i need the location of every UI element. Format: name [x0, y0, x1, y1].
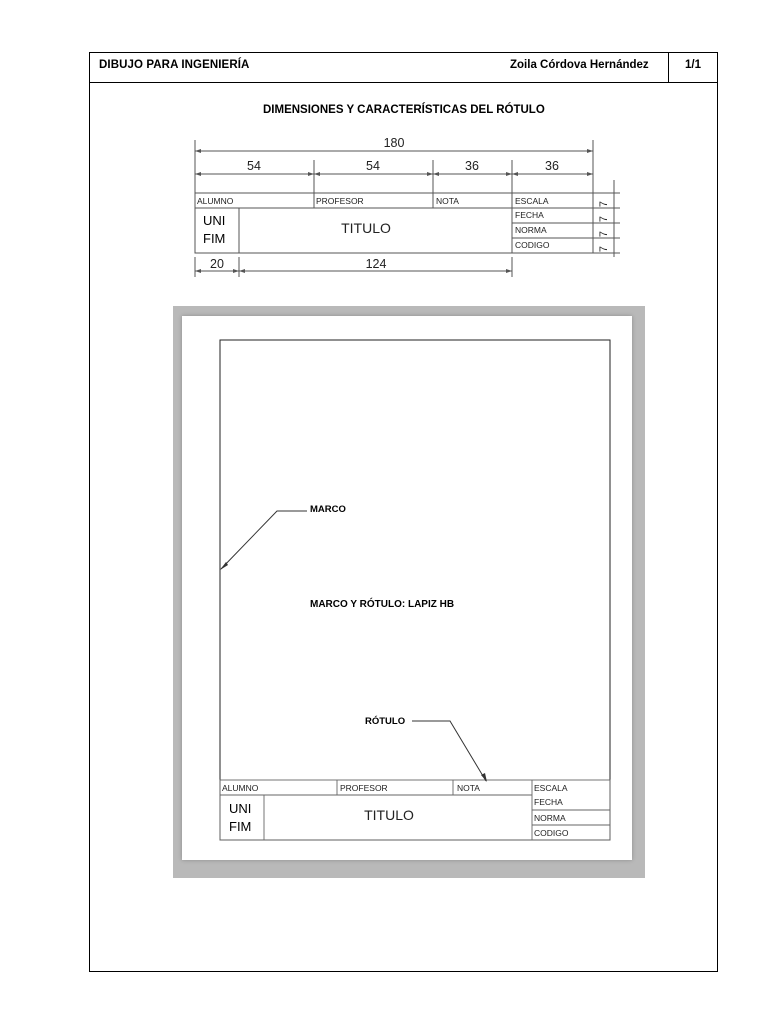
marco-frame	[220, 340, 610, 840]
rotulo-label: RÓTULO	[365, 716, 406, 727]
dim-row-1: 7	[598, 200, 610, 208]
page-number: 1/1	[685, 59, 701, 71]
dim-row-2: 7	[598, 215, 610, 223]
materials-note: MARCO Y RÓTULO: LAPIZ HB	[310, 599, 455, 610]
page-header	[90, 53, 717, 83]
sheet-field-norma: NORMA	[534, 813, 566, 823]
logo-uni: UNI	[203, 213, 226, 228]
sheet-field-profesor: PROFESOR	[340, 783, 388, 793]
dim-total: 180	[383, 136, 405, 150]
sheet-field-alumno: ALUMNO	[222, 783, 259, 793]
marco-leader	[221, 511, 307, 569]
field-nota: NOTA	[436, 196, 459, 206]
sheet-logo-fim: FIM	[229, 819, 252, 834]
author-name: Zoila Córdova Hernández	[510, 59, 649, 71]
title-block-dimension-drawing	[190, 132, 626, 284]
document-title: DIMENSIONES Y CARACTERÍSTICAS DEL RÓTULO	[263, 104, 545, 116]
sheet-field-nota: NOTA	[457, 783, 480, 793]
course-title: DIBUJO PARA INGENIERÍA	[99, 59, 250, 71]
rotulo-leader	[412, 721, 486, 781]
sheet-drawing	[182, 316, 632, 860]
dim-col-1: 54	[247, 159, 261, 173]
field-codigo: CODIGO	[515, 240, 550, 250]
field-alumno: ALUMNO	[197, 196, 234, 206]
sheet-field-fecha: FECHA	[534, 797, 563, 807]
dim-bottom-1: 20	[210, 257, 224, 271]
dim-bottom-2: 124	[365, 257, 387, 271]
dim-row-4: 7	[598, 245, 610, 253]
title-cell: TITULO	[341, 220, 391, 236]
dim-col-3: 36	[465, 159, 479, 173]
drawing-sheet	[182, 316, 632, 860]
dim-row-3: 7	[598, 230, 610, 238]
header-divider	[668, 53, 669, 83]
sheet-logo-uni: UNI	[229, 801, 252, 816]
dim-col-4: 36	[545, 159, 559, 173]
sheet-field-escala: ESCALA	[534, 783, 568, 793]
field-profesor: PROFESOR	[316, 196, 364, 206]
sheet-title-cell: TITULO	[364, 807, 414, 823]
dim-col-2: 54	[366, 159, 380, 173]
field-escala: ESCALA	[515, 196, 549, 206]
field-norma: NORMA	[515, 225, 547, 235]
marco-label: MARCO	[310, 504, 346, 515]
logo-fim: FIM	[203, 231, 226, 246]
sheet-field-codigo: CODIGO	[534, 828, 569, 838]
field-fecha: FECHA	[515, 210, 544, 220]
